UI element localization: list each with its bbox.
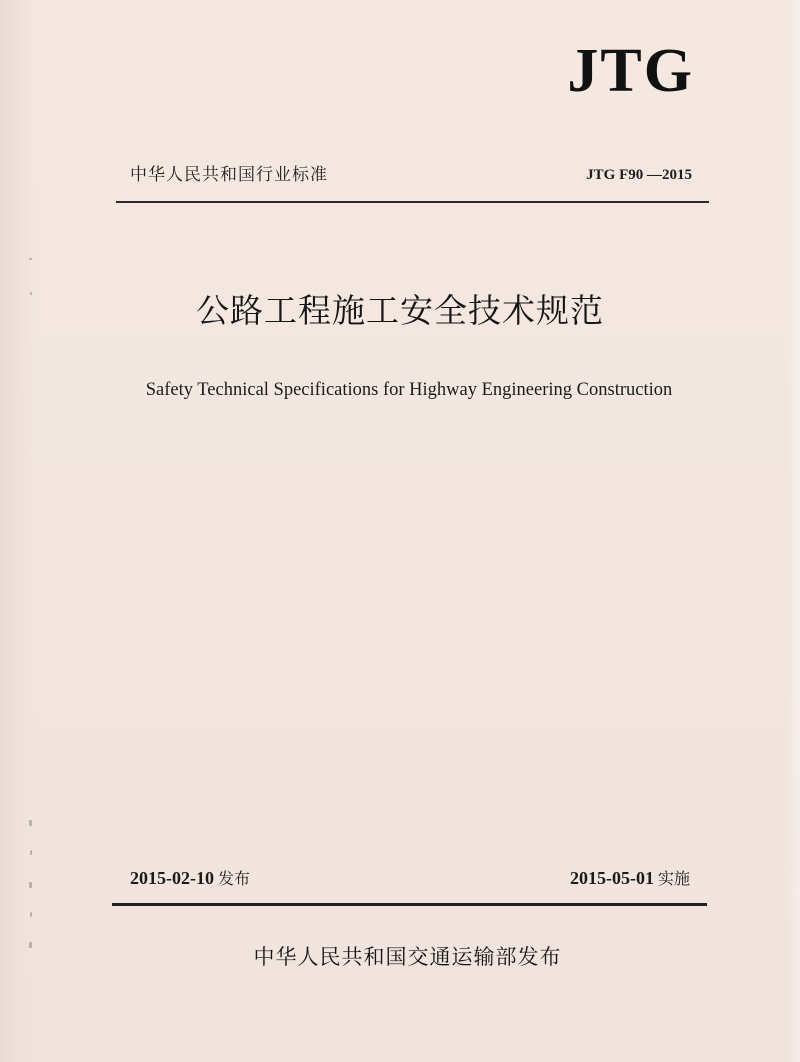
- title-english: Safety Technical Specifications for Highway Engineering Construction: [145, 380, 673, 400]
- issue-date: 2015-02-10: [130, 868, 214, 888]
- footer-rule: [112, 903, 707, 906]
- standard-category: 中华人民共和国行业标准: [130, 165, 328, 185]
- jtg-logo: JTG: [567, 37, 694, 105]
- scan-speck: [30, 912, 32, 917]
- scan-speck: [29, 882, 32, 888]
- scan-speck: [29, 820, 32, 826]
- header-rule: [116, 201, 709, 203]
- issue-label: 发布: [218, 869, 251, 888]
- effective-label: 实施: [657, 869, 690, 888]
- publisher: 中华人民共和国交通运输部发布: [253, 945, 562, 969]
- scan-speck: [30, 850, 32, 855]
- issue-date-line: [130, 866, 250, 889]
- scan-speck: [29, 258, 32, 260]
- spine-shadow: [0, 0, 36, 1062]
- effective-date: 2015-05-01: [569, 868, 654, 888]
- title-chinese: 公路工程施工安全技术规范: [196, 291, 604, 330]
- effective-date-line: [570, 866, 690, 889]
- page-edge: [788, 0, 800, 1062]
- standard-code: JTG F90 —2015: [586, 167, 692, 183]
